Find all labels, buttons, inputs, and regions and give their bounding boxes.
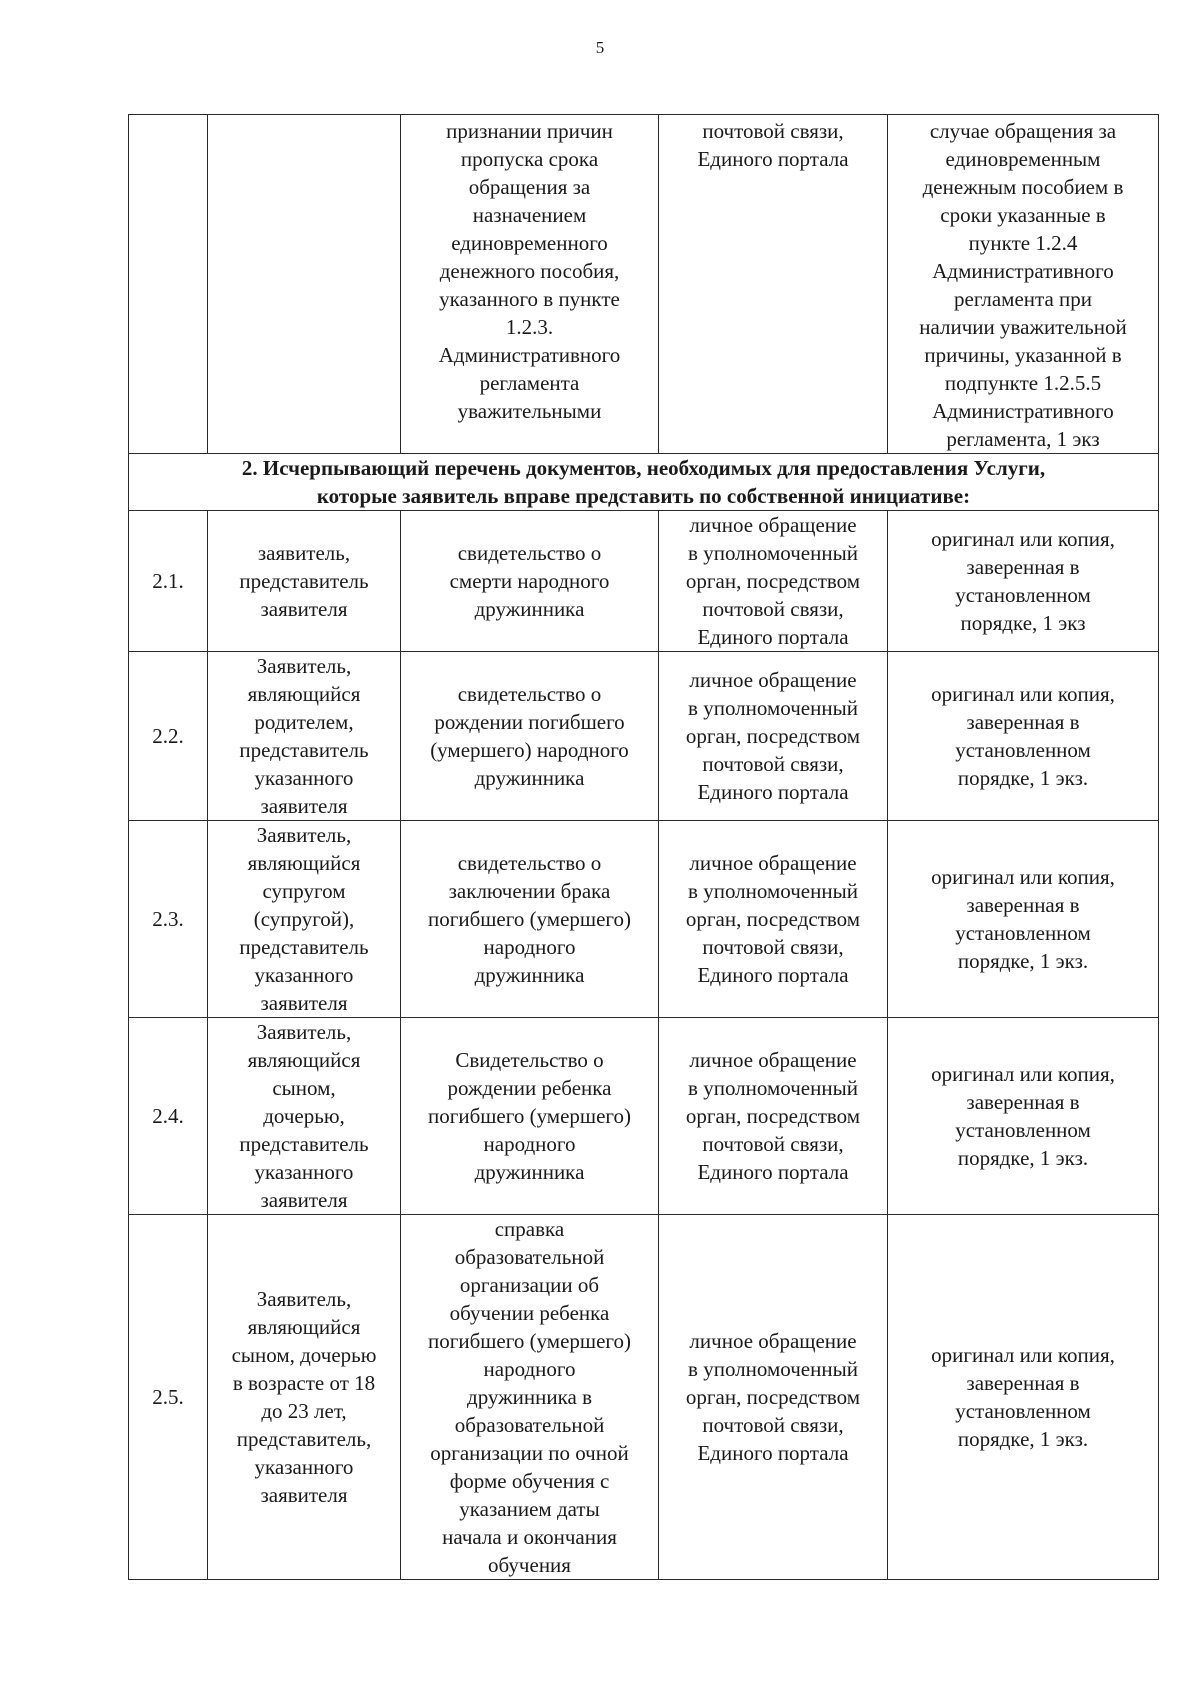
table-row bbox=[129, 652, 1159, 821]
row-number-cell bbox=[129, 115, 208, 454]
document-cell: свидетельство о смерти народного дружинника bbox=[401, 511, 659, 652]
document-cell: свидетельство о рождении погибшего (умершего) народного дружинника bbox=[401, 652, 659, 821]
document-cell: признании причин пропуска срока обращения за назначением единовременного денежного пособия, указанного в пункте 1.2.3. Административного регламента уважительными bbox=[401, 115, 659, 454]
applicant-cell: Заявитель, являющийся сыном, дочерью в возрасте от 18 до 23 лет, представитель, указанного заявителя bbox=[208, 1215, 401, 1580]
row-number-cell: 2.1. bbox=[129, 511, 208, 652]
row-number-cell: 2.2. bbox=[129, 652, 208, 821]
section-heading: 2. Исчерпывающий перечень документов, необходимых для предоставления Услуги, которые заявитель вправе представить по собственной инициативе: bbox=[129, 454, 1159, 511]
table-row bbox=[129, 1215, 1159, 1580]
submission-method-cell: почтовой связи, Единого портала bbox=[659, 115, 888, 454]
requirements-cell: оригинал или копия, заверенная в установленном порядке, 1 экз. bbox=[888, 1215, 1159, 1580]
submission-method-cell: личное обращение в уполномоченный орган, посредством почтовой связи, Единого портала bbox=[659, 1215, 888, 1580]
table-row bbox=[129, 1018, 1159, 1215]
requirements-cell: оригинал или копия, заверенная в установленном порядке, 1 экз. bbox=[888, 652, 1159, 821]
submission-method-cell: личное обращение в уполномоченный орган, посредством почтовой связи, Единого портала bbox=[659, 821, 888, 1018]
applicant-cell: заявитель, представитель заявителя bbox=[208, 511, 401, 652]
requirements-cell: оригинал или копия, заверенная в установленном порядке, 1 экз. bbox=[888, 1018, 1159, 1215]
submission-method-cell: личное обращение в уполномоченный орган, посредством почтовой связи, Единого портала bbox=[659, 652, 888, 821]
requirements-cell: оригинал или копия, заверенная в установленном порядке, 1 экз. bbox=[888, 821, 1159, 1018]
submission-method-cell: личное обращение в уполномоченный орган, посредством почтовой связи, Единого портала bbox=[659, 511, 888, 652]
applicant-cell: Заявитель, являющийся сыном, дочерью, представитель указанного заявителя bbox=[208, 1018, 401, 1215]
page-number: 5 bbox=[595, 38, 605, 57]
applicant-cell bbox=[208, 115, 401, 454]
document-cell: Свидетельство о рождении ребенка погибшего (умершего) народного дружинника bbox=[401, 1018, 659, 1215]
applicant-cell: Заявитель, являющийся родителем, представитель указанного заявителя bbox=[208, 652, 401, 821]
documents-table bbox=[128, 114, 1159, 1580]
document-cell: справка образовательной организации об обучении ребенка погибшего (умершего) народного дружинника в образовательной организации по очной форме обучения с указанием даты начала и окончания обучения bbox=[401, 1215, 659, 1580]
row-number-cell: 2.5. bbox=[129, 1215, 208, 1580]
section-heading-row bbox=[129, 454, 1159, 511]
table-row bbox=[129, 511, 1159, 652]
requirements-cell: случае обращения за единовременным денежным пособием в сроки указанные в пункте 1.2.4 Административного регламента при наличии уважительной причины, указанной в подпункте 1.2.5.5 Административного регламента, 1 экз bbox=[888, 115, 1159, 454]
table-row bbox=[129, 115, 1159, 454]
applicant-cell: Заявитель, являющийся супругом (супругой), представитель указанного заявителя bbox=[208, 821, 401, 1018]
requirements-cell: оригинал или копия, заверенная в установленном порядке, 1 экз bbox=[888, 511, 1159, 652]
row-number-cell: 2.4. bbox=[129, 1018, 208, 1215]
document-cell: свидетельство о заключении брака погибшего (умершего) народного дружинника bbox=[401, 821, 659, 1018]
submission-method-cell: личное обращение в уполномоченный орган, посредством почтовой связи, Единого портала bbox=[659, 1018, 888, 1215]
table-row bbox=[129, 821, 1159, 1018]
row-number-cell: 2.3. bbox=[129, 821, 208, 1018]
